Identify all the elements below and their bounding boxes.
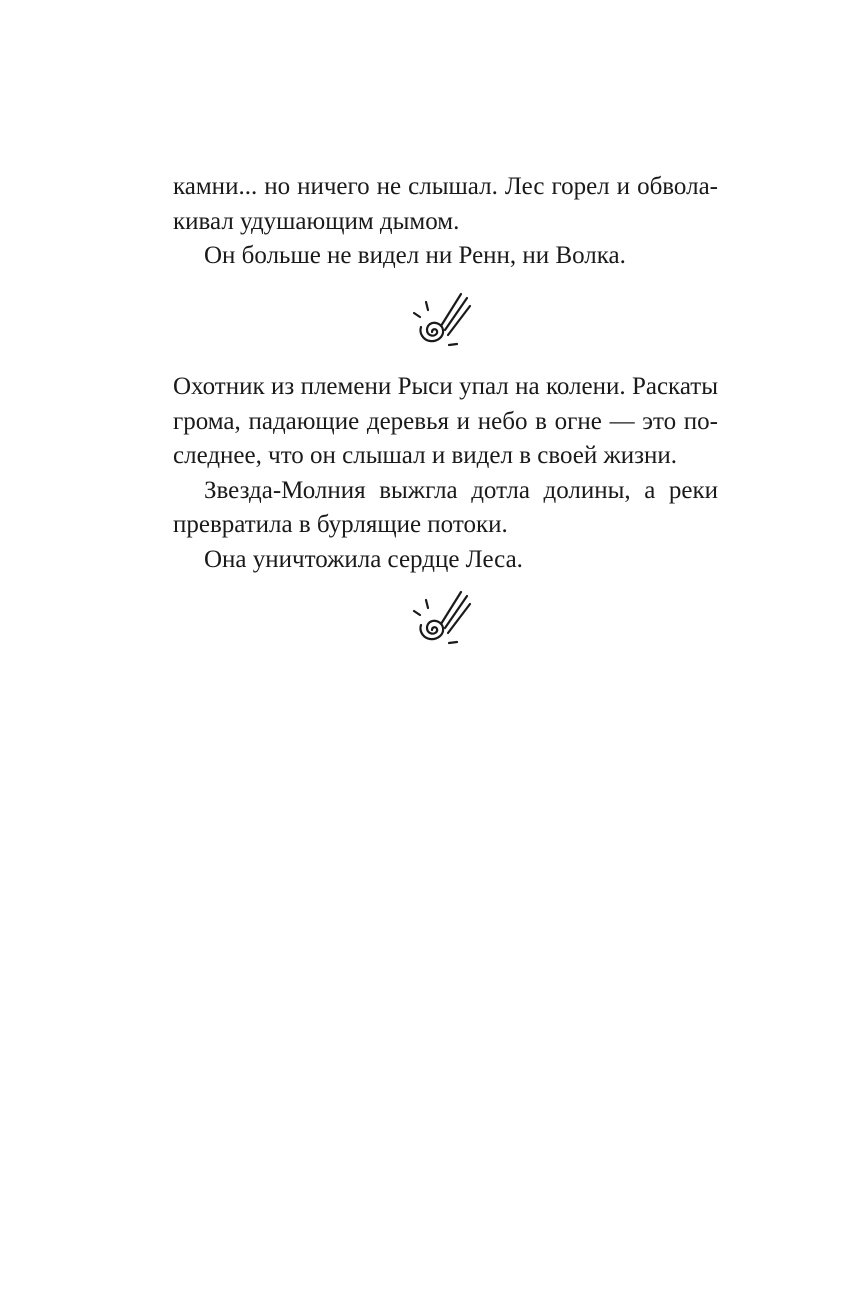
text-section-1 — [173, 170, 718, 274]
text-section-2 — [173, 370, 718, 577]
comet-spiral-icon — [405, 290, 475, 352]
text-line: кивал удушающим дымом. — [173, 207, 460, 235]
text-line: Она уничтожила сердце Леса. — [204, 545, 523, 573]
comet-spiral-icon — [405, 588, 475, 650]
text-line: превратила в бурлящие потоки. — [173, 511, 508, 538]
text-line: грома, падающие деревья и небо в огне — это по- — [173, 407, 718, 435]
text-line: камни... но ничего не слышал. Лес горел и обвола- — [173, 173, 718, 200]
text-line: Звезда-Молния выжгла дотла долины, а реки — [204, 476, 718, 504]
text-line: следнее, что он слышал и видел в своей жизни. — [173, 442, 678, 469]
text-line: Охотник из племени Рыси упал на колени. Раскаты — [173, 373, 718, 400]
text-line: Он больше не видел ни Ренн, ни Волка. — [204, 242, 626, 269]
